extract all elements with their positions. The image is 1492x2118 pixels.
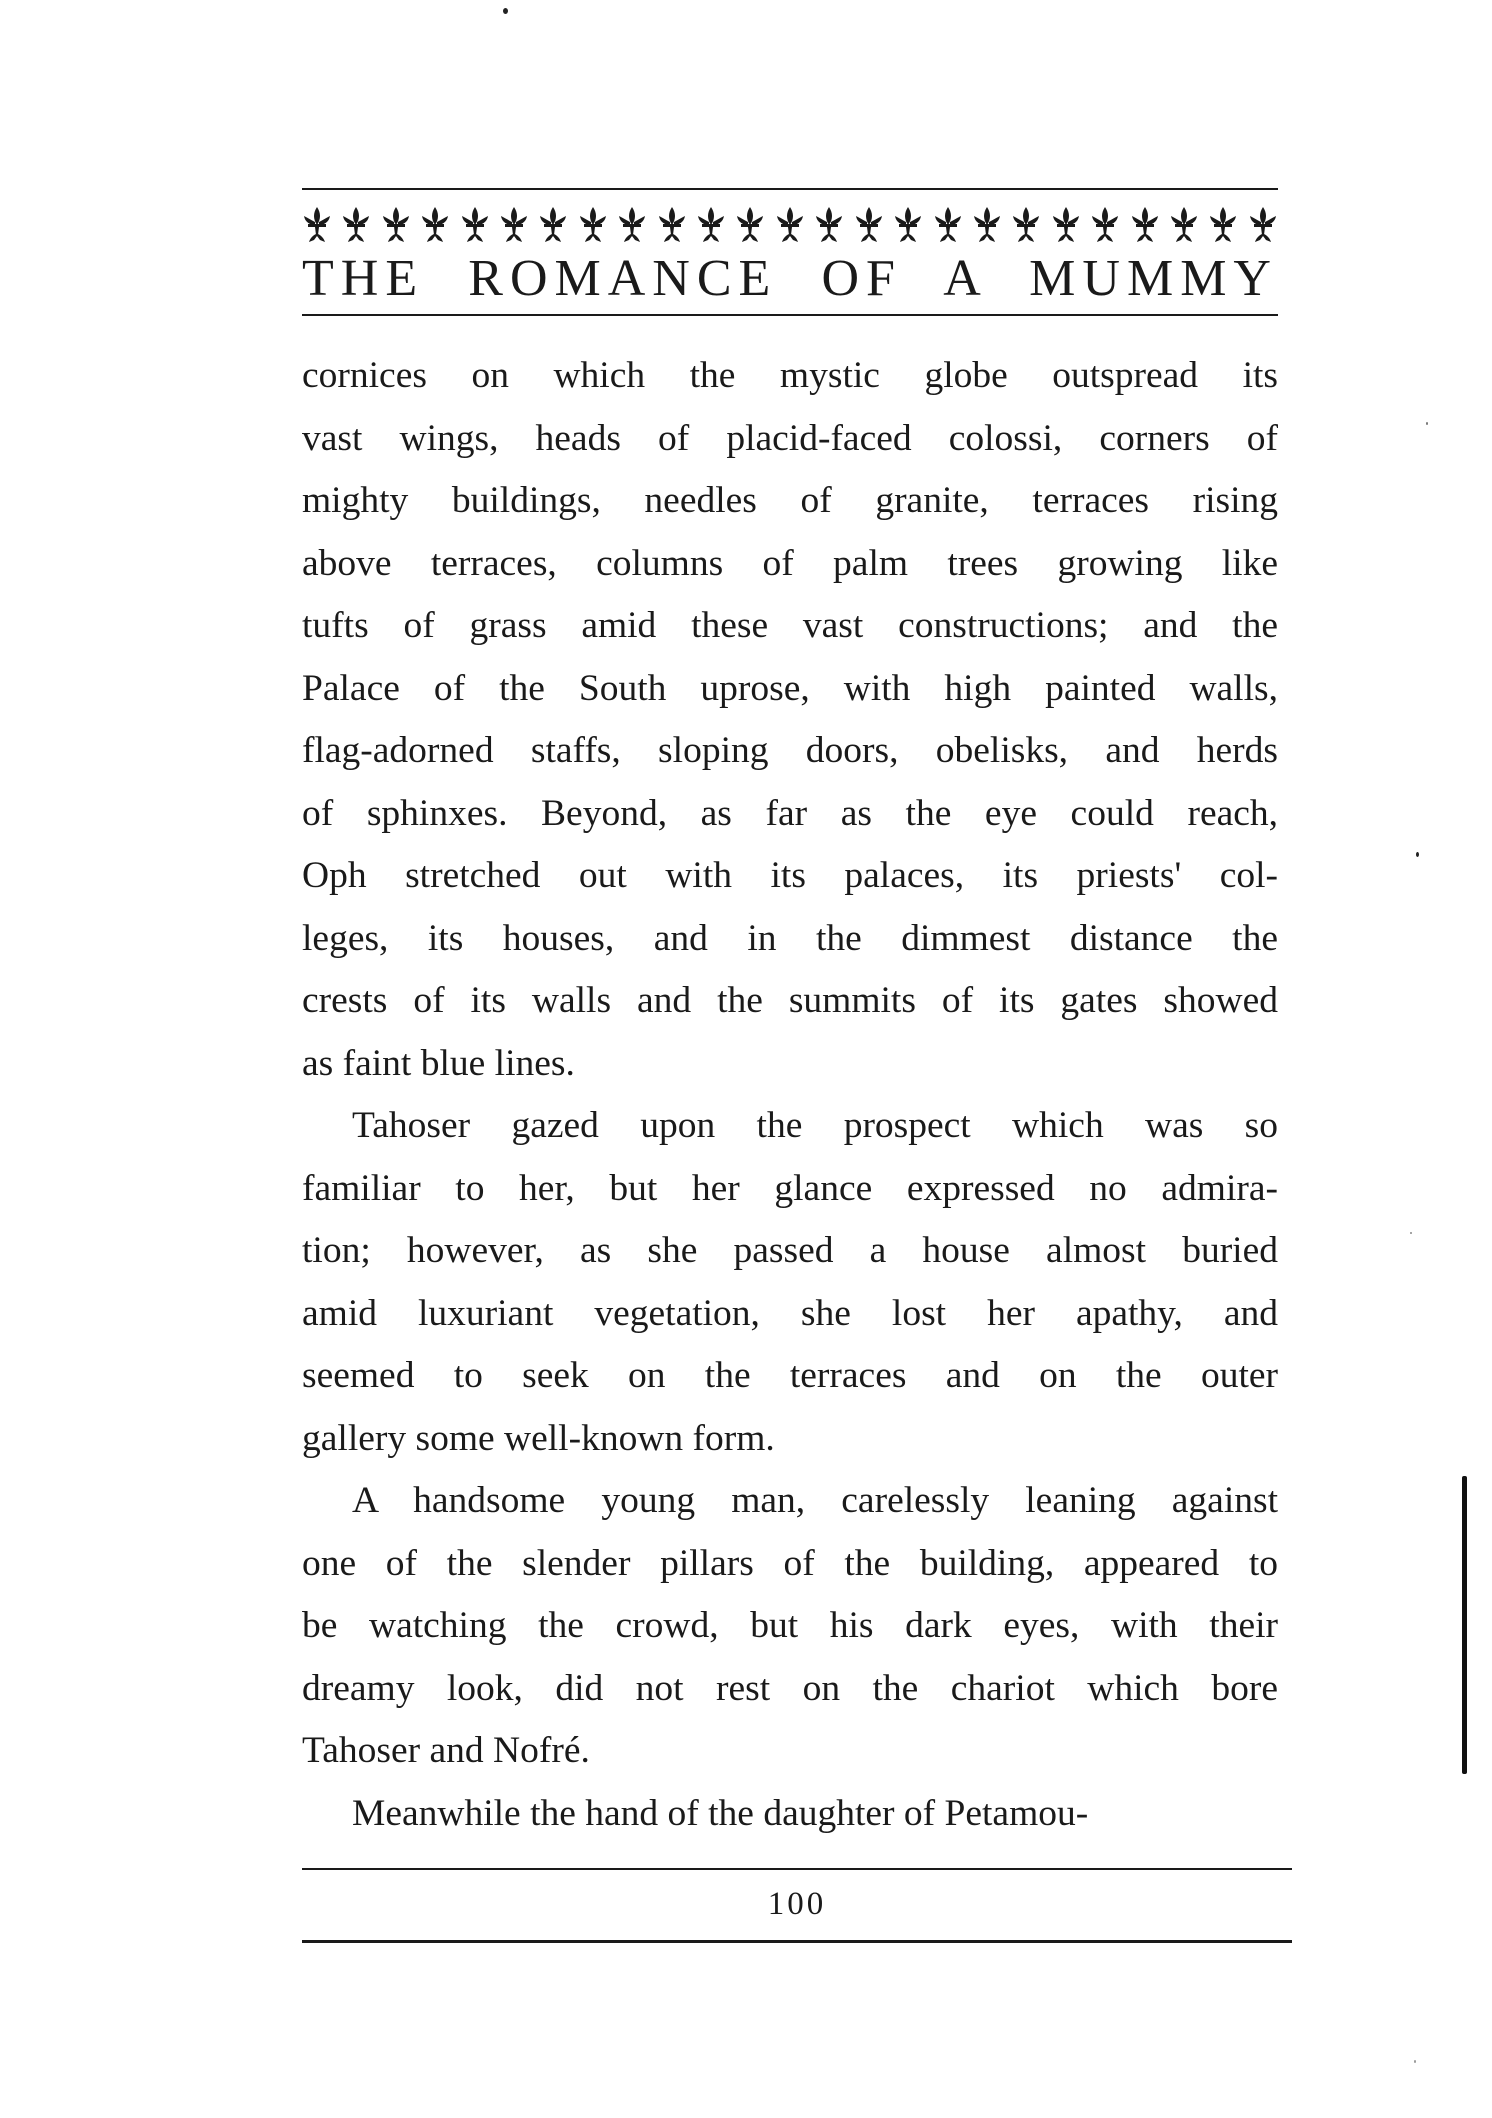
text-line: familiar to her, but her glance expressed no admira- [302, 1167, 1278, 1209]
fleur-de-lis-icon [696, 205, 726, 243]
fleur-de-lis-icon [578, 205, 608, 243]
fleur-de-lis-icon [657, 205, 687, 243]
page-footer [302, 1868, 1292, 1943]
text-line: tion; however, as she passed a house almost buried [302, 1230, 1278, 1271]
fleur-de-lis-icon [1130, 205, 1160, 243]
paragraph [302, 1783, 1278, 1846]
fleur-de-lis-icon [814, 205, 844, 243]
fleur-de-lis-icon [1051, 205, 1081, 243]
text-line: vast wings, heads of placid-faced colossi, corners of [302, 417, 1278, 459]
fleur-de-lis-icon [538, 205, 568, 243]
footer-top-rule [302, 1868, 1292, 1870]
page-header [302, 188, 1278, 316]
text-line: mighty buildings, needles of granite, terraces rising [302, 480, 1278, 521]
page-number: 100 [767, 1886, 827, 1922]
fleur-de-lis-icon [854, 205, 884, 243]
text-line: gallery some well-known form. [302, 1417, 775, 1459]
fleur-de-lis-icon [1169, 205, 1199, 243]
text-line: crests of its walls and the summits of its gates showed [302, 980, 1278, 1021]
text-line: dreamy look, did not rest on the chariot which bore [302, 1667, 1278, 1709]
fleur-de-lis-icon [617, 205, 647, 243]
paragraph [302, 345, 1278, 1095]
header-bottom-rule [302, 314, 1278, 316]
print-speck [1414, 2060, 1416, 2063]
fleur-de-lis-icon [1248, 205, 1278, 243]
text-line: one of the slender pillars of the building, appeared to [302, 1542, 1278, 1584]
text-line: Palace of the South uprose, with high painted walls, [302, 667, 1278, 709]
fleur-de-lis-icon [420, 205, 450, 243]
fleur-de-lis-icon [381, 205, 411, 243]
text-line: leges, its houses, and in the dimmest distance the [302, 917, 1278, 959]
body-text [302, 345, 1278, 1845]
fleur-de-lis-icon [341, 205, 371, 243]
text-line: of sphinxes. Beyond, as far as the eye could reach, [302, 792, 1278, 834]
text-line: above terraces, columns of palm trees growing like [302, 542, 1278, 584]
fleur-de-lis-icon [302, 205, 332, 243]
fleuron-border [302, 200, 1278, 248]
text-line: Meanwhile the hand of the daughter of Petamou- [352, 1792, 1089, 1834]
fleur-de-lis-icon [1011, 205, 1041, 243]
fleur-de-lis-icon [1090, 205, 1120, 243]
fleur-de-lis-icon [1208, 205, 1238, 243]
paragraph [302, 1470, 1278, 1783]
fleur-de-lis-icon [933, 205, 963, 243]
fleur-de-lis-icon [499, 205, 529, 243]
text-line: seemed to seek on the terraces and on the outer [302, 1355, 1278, 1396]
header-top-rule [302, 188, 1278, 190]
fleur-de-lis-icon [893, 205, 923, 243]
print-speck [1410, 1232, 1412, 1234]
fleur-de-lis-icon [775, 205, 805, 243]
text-line: Tahoser and Nofré. [302, 1730, 590, 1771]
text-line: Oph stretched out with its palaces, its priests' col- [302, 855, 1278, 896]
text-line: Tahoser gazed upon the prospect which was so [352, 1105, 1278, 1146]
fleur-de-lis-icon [972, 205, 1002, 243]
print-speck [1426, 422, 1428, 425]
fleur-de-lis-icon [735, 205, 765, 243]
text-line: be watching the crowd, but his dark eyes, with their [302, 1605, 1278, 1646]
text-line: A handsome young man, carelessly leaning against [352, 1480, 1278, 1521]
fleur-de-lis-icon [460, 205, 490, 243]
text-line: cornices on which the mystic globe outspread its [302, 355, 1278, 396]
text-line: tufts of grass amid these vast constructions; and the [302, 605, 1278, 646]
text-line: as faint blue lines. [302, 1042, 575, 1084]
text-line: flag-adorned staffs, sloping doors, obelisks, and herds [302, 730, 1278, 771]
print-speck [1416, 852, 1419, 857]
margin-mark [1462, 1476, 1467, 1774]
running-title: THE ROMANCE OF A MUMMY [302, 250, 1278, 307]
print-speck [503, 8, 508, 14]
text-line: amid luxuriant vegetation, she lost her apathy, and [302, 1292, 1278, 1334]
footer-bottom-rule [302, 1940, 1292, 1943]
paragraph [302, 1095, 1278, 1470]
